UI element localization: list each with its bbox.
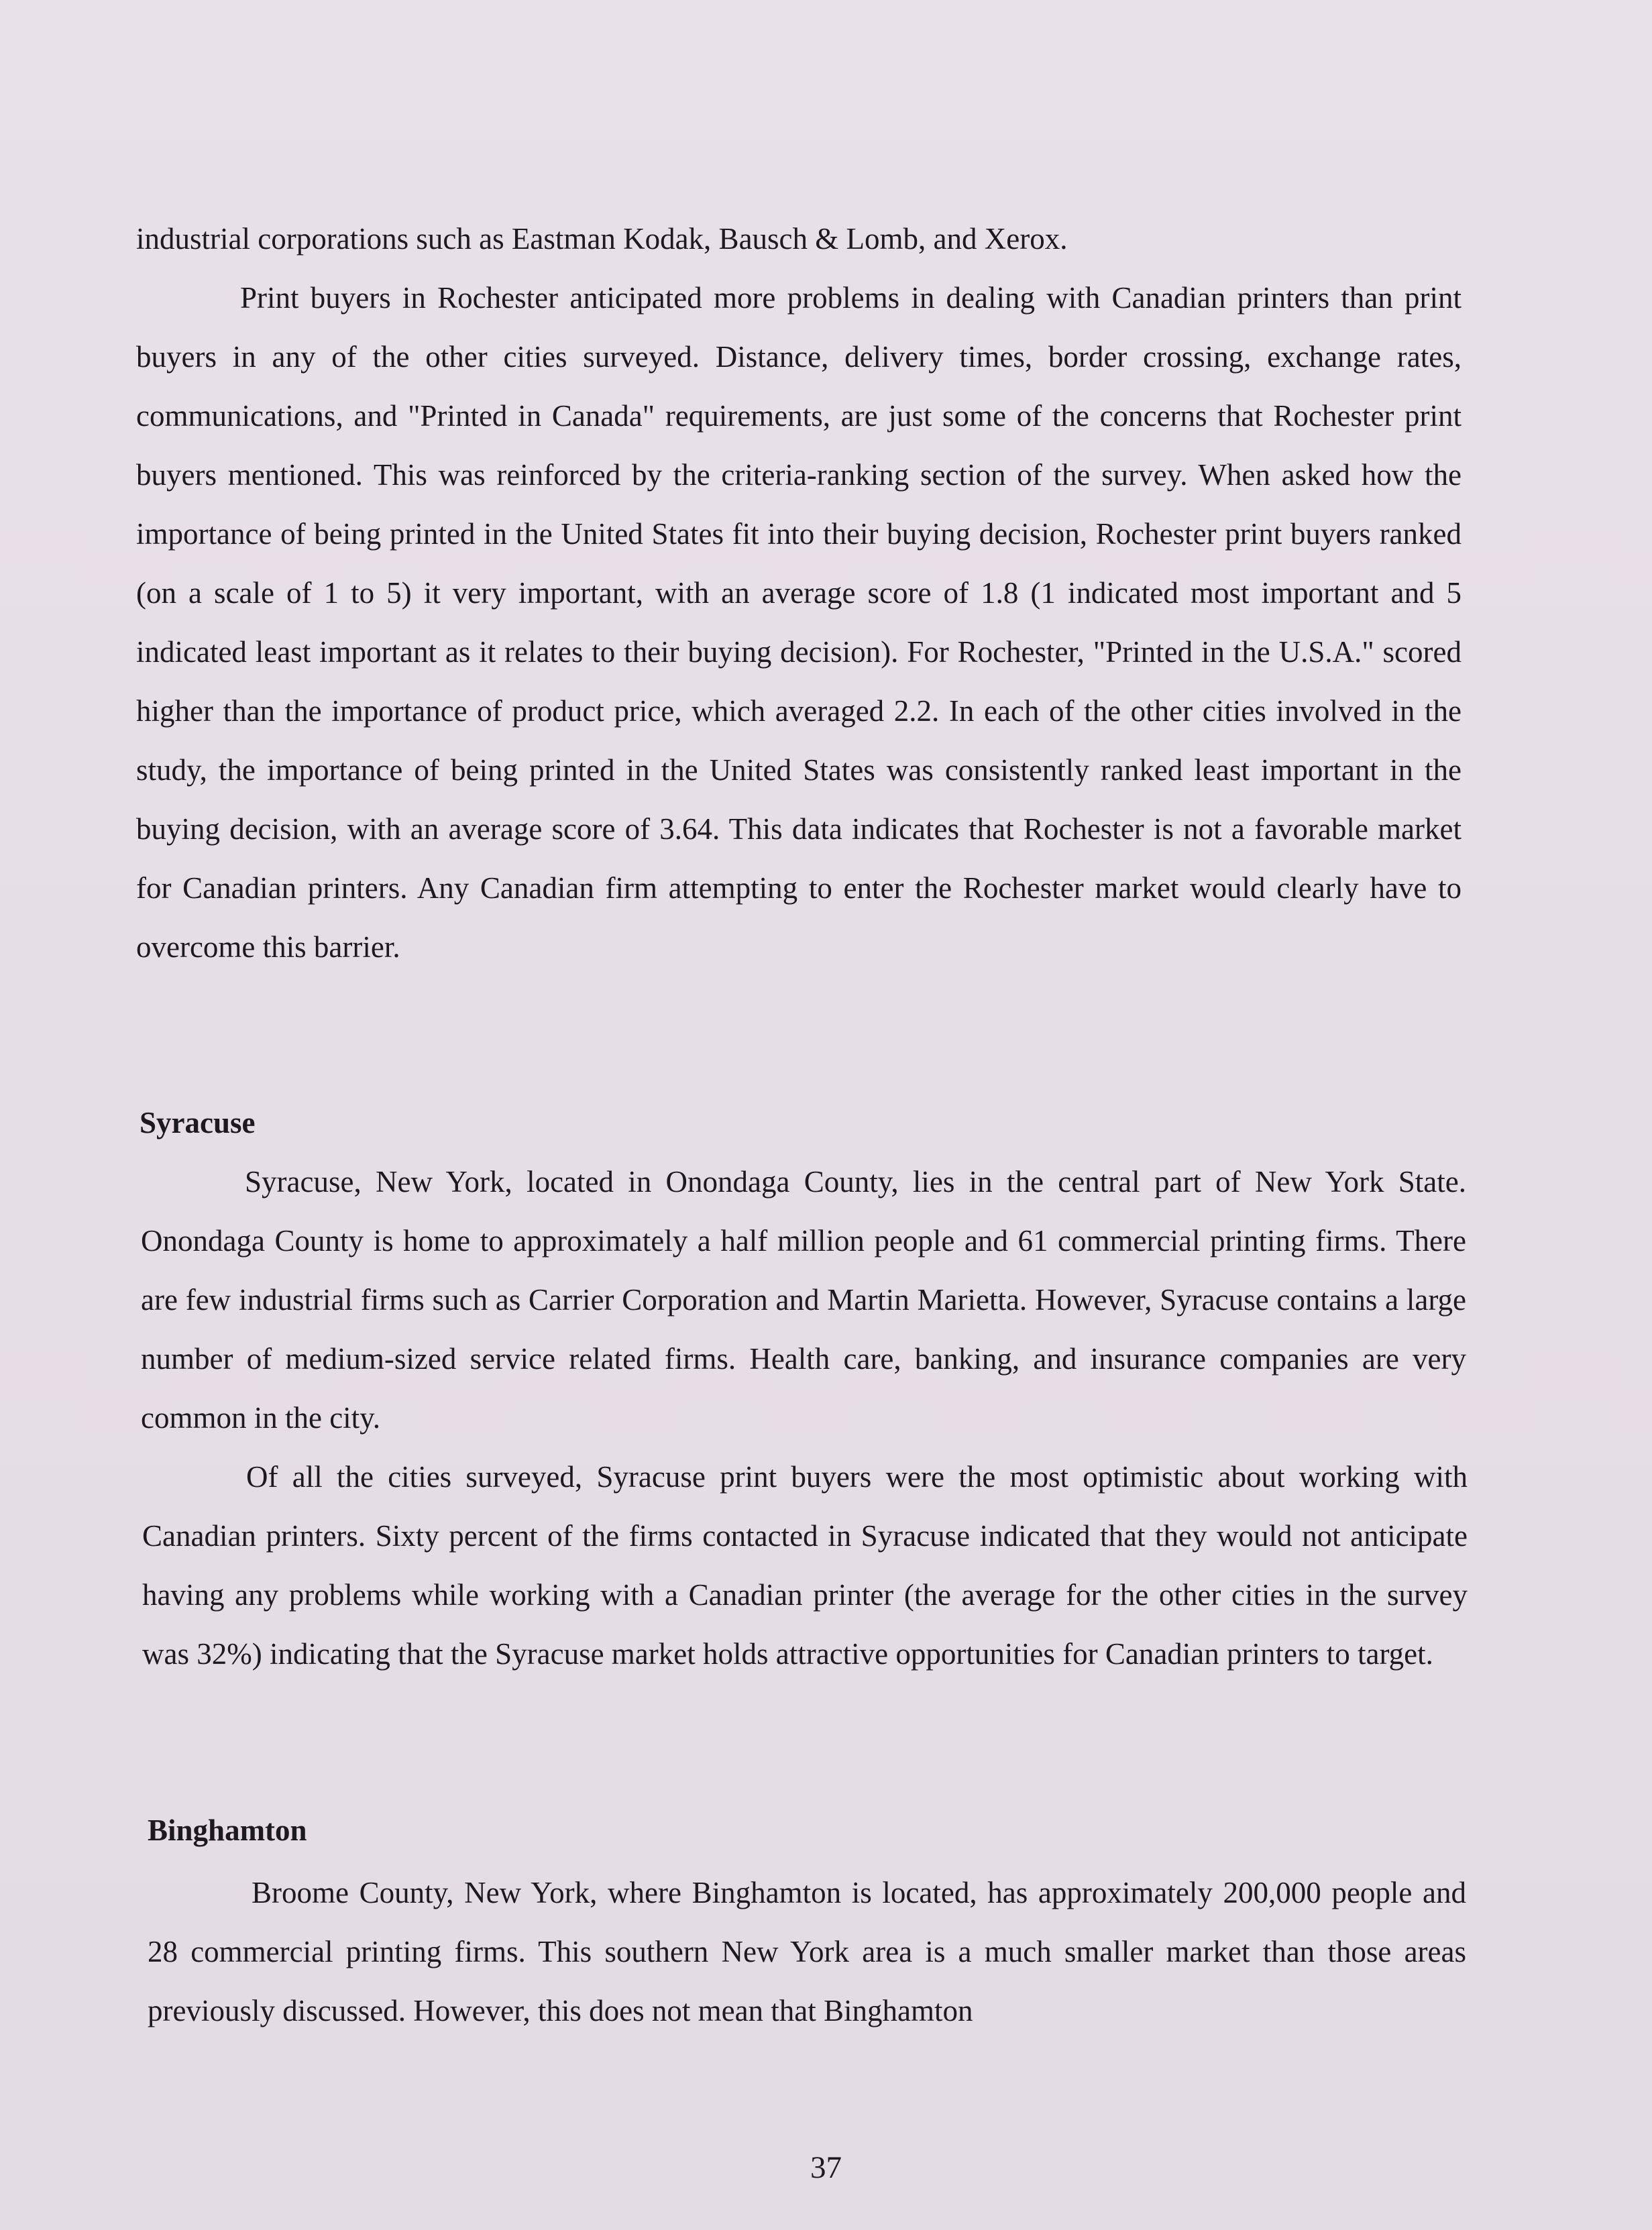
paragraph-text: Of all the cities surveyed, Syracuse print buyers were the most optimistic about working with Canadian printers. Sixty percent of the firms contacted in Syracuse indicated that they would not anticipate having any problems while working with a Canadian printer (the average for the other cities in the survey was 32%) indicating that the Syracuse market holds attractive opportunities for Canadian printers to target. — [142, 1460, 1468, 1671]
page-number: 37 — [810, 2150, 842, 2185]
section-heading-syracuse: Syracuse — [140, 1106, 256, 1139]
paragraph-syracuse-overview — [141, 1152, 1466, 1447]
paragraph-intro-tail — [136, 209, 1462, 268]
paragraph-rochester — [136, 268, 1462, 977]
paragraph-text: Broome County, New York, where Binghamton is located, has approximately 200,000 people and 28 commercial printing firms. This southern New York area is a much smaller market than those areas previously discussed. However, this does not mean that Binghamton — [148, 1876, 1466, 2027]
paragraph-text: industrial corporations such as Eastman Kodak, Bausch & Lomb, and Xerox. — [136, 222, 1068, 256]
paragraph-text: Print buyers in Rochester anticipated more problems in dealing with Canadian printers than print buyers in any of the other cities surveyed. Distance, delivery times, border crossing, exchange rates, communications, and "Printed in Canada" requirements, are just some of the concerns that Rochester print buyers mentioned. This was reinforced by the criteria-ranking section of the survey. When asked how the importance of being printed in the United States fit into their buying decision, Rochester print buyers ranked (on a scale of 1 to 5) it very important, with an average score of 1.8 (1 indicated most important and 5 indicated least important as it relates to their buying decision). For Rochester, "Printed in the U.S.A." scored higher than the importance of product price, which averaged 2.2. In each of the other cities involved in the study, the importance of being printed in the United States was consistently ranked least important in the buying decision, with an average score of 3.64. This data indicates that Rochester is not a favorable market for Canadian printers. Any Canadian firm attempting to enter the Rochester market would clearly have to overcome this barrier. — [136, 281, 1462, 964]
section-heading-binghamton: Binghamton — [148, 1814, 307, 1847]
paragraph-text: Syracuse, New York, located in Onondaga County, lies in the central part of New York State. Onondaga County is home to approximately a half million people and 61 commercial printing firms. There are few industrial firms such as Carrier Corporation and Martin Marietta. However, Syracuse contains a large number of medium-sized service related firms. Health care, banking, and insurance companies are very common in the city. — [141, 1165, 1466, 1435]
paragraph-binghamton — [148, 1863, 1466, 2040]
paragraph-syracuse-survey — [142, 1447, 1468, 1683]
